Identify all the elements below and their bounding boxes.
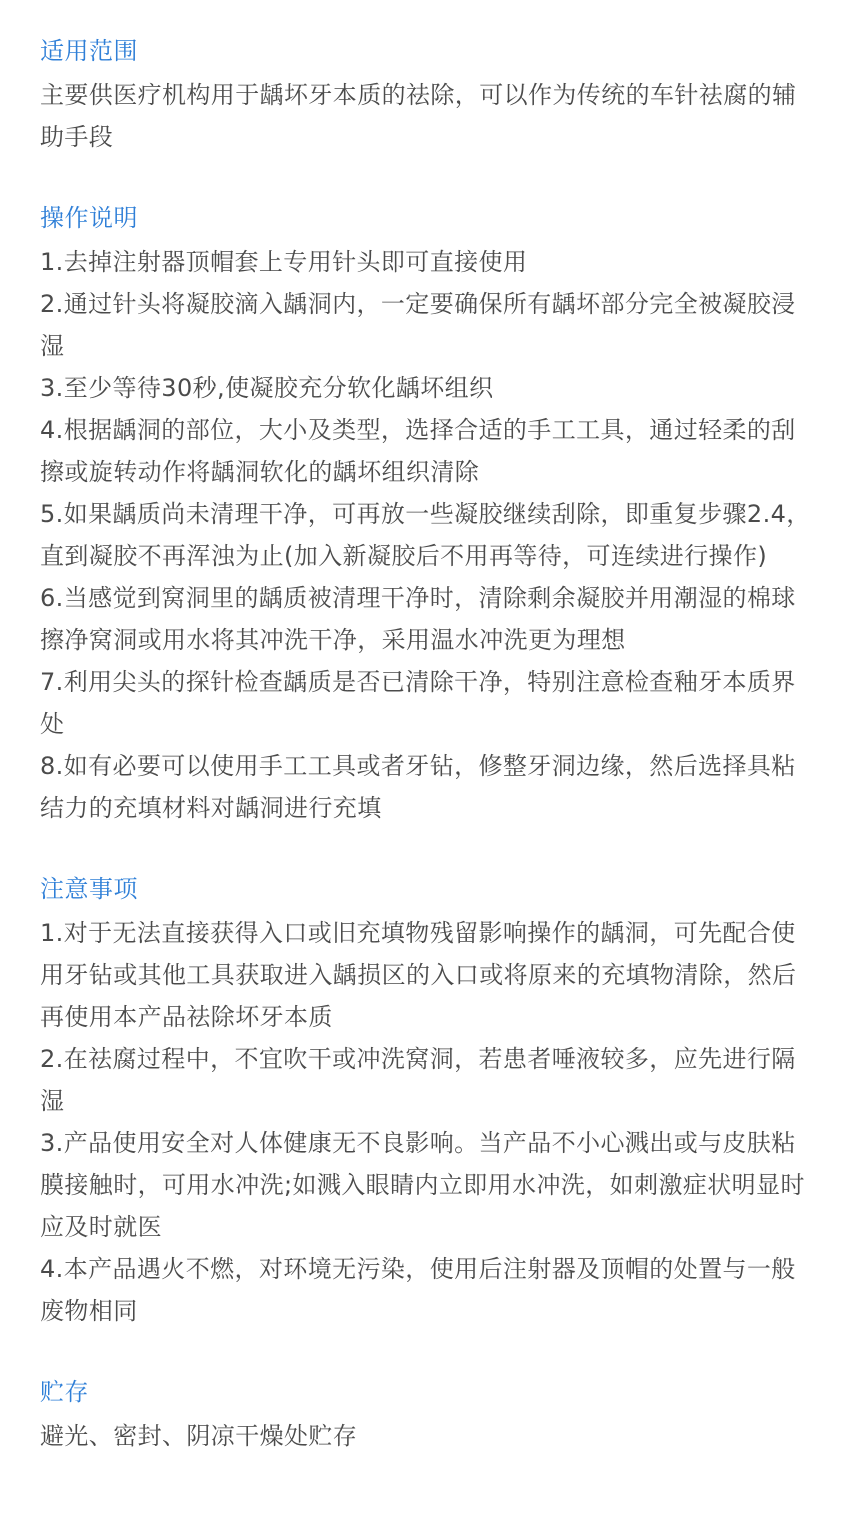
section-heading-storage: 贮存 [40,1378,89,1406]
list-item: 4.根据龋洞的部位，大小及类型，选择合适的手工工具，通过轻柔的刮擦或旋转动作将龋洞软化的龋坏组织清除 [40,416,796,486]
product-instructions [40,33,820,1457]
list-item: 3.至少等待30秒,使凝胶充分软化龋坏组织 [40,374,494,402]
list-item: 8.如有必要可以使用手工工具或者牙钻，修整牙洞边缘，然后选择具粘结力的充填材料对龋洞进行充填 [40,752,796,822]
section-heading-scope: 适用范围 [40,37,138,65]
list-item: 3.产品使用安全对人体健康无不良影响。当产品不小心溅出或与皮肤粘膜接触时，可用水冲洗;如溅入眼睛内立即用水冲洗，如刺激症状明显时应及时就医 [40,1129,805,1241]
section-precautions [40,871,820,1332]
list-item: 1.去掉注射器顶帽套上专用针头即可直接使用 [40,248,528,276]
section-heading-operation: 操作说明 [40,204,138,232]
section-scope [40,33,820,158]
section-heading-precautions: 注意事项 [40,875,138,903]
list-item: 5.如果龋质尚未清理干净，可再放一些凝胶继续刮除，即重复步骤2.4，直到凝胶不再浑浊为止(加入新凝胶后不用再等待，可连续进行操作) [40,500,811,570]
list-item: 2.在祛腐过程中，不宜吹干或冲洗窝洞，若患者唾液较多，应先进行隔湿 [40,1045,796,1115]
list-item: 7.利用尖头的探针检查龋质是否已清除干净，特别注意检查釉牙本质界处 [40,668,796,738]
list-item: 1.对于无法直接获得入口或旧充填物残留影响操作的龋洞，可先配合使用牙钻或其他工具获取进入龋损区的入口或将原来的充填物清除，然后再使用本产品祛除坏牙本质 [40,919,797,1031]
paragraph: 避光、密封、阴凉干燥处贮存 [40,1422,358,1450]
list-item: 6.当感觉到窝洞里的龋质被清理干净时，清除剩余凝胶并用潮湿的棉球擦净窝洞或用水将其冲洗干净，采用温水冲洗更为理想 [40,584,796,654]
paragraph: 主要供医疗机构用于龋坏牙本质的祛除，可以作为传统的车针祛腐的辅助手段 [40,81,797,151]
section-storage [40,1374,820,1457]
list-item: 4.本产品遇火不燃，对环境无污染，使用后注射器及顶帽的处置与一般废物相同 [40,1255,796,1325]
list-item: 2.通过针头将凝胶滴入龋洞内，一定要确保所有龋坏部分完全被凝胶浸湿 [40,290,796,360]
section-operation [40,200,820,829]
